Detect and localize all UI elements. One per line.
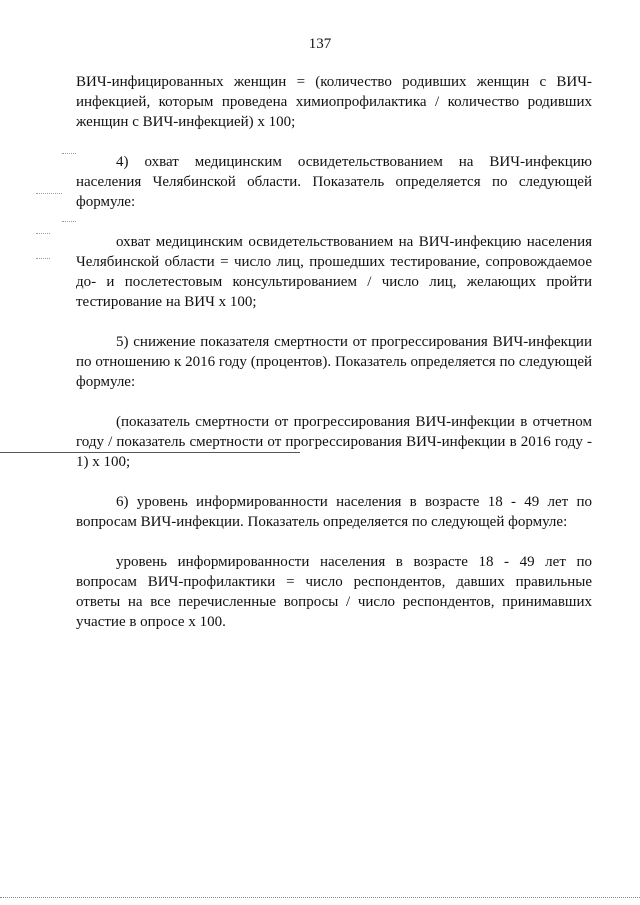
margin-mark <box>36 258 50 260</box>
paragraph-item-5: 5) снижение показателя смертности от прогрессирования ВИЧ-инфекции по отношению к 2016 году (процентов). Показатель определяется по следующей формуле: <box>76 334 592 390</box>
paragraph-item-6: 6) уровень информированности населения в возрасте 18 - 49 лет по вопросам ВИЧ-инфекции. Показатель определяется по следующей формуле: <box>76 494 592 530</box>
paragraph-item-4: 4) охват медицинским освидетельствованием на ВИЧ-инфекцию населения Челябинской области. Показатель определяется по следующей формуле: <box>76 154 592 210</box>
bottom-scan-edge <box>0 897 640 899</box>
margin-mark <box>36 193 62 195</box>
paragraph-formula-5: (показатель смертности от прогрессирования ВИЧ-инфекции в отчетном году / показатель смертности от прогрессирования ВИЧ-инфекции в 2016 году - 1) х 100; <box>76 414 592 470</box>
document-body <box>76 72 592 652</box>
margin-mark <box>62 153 76 155</box>
paragraph-formula-4: охват медицинским освидетельствованием на ВИЧ-инфекцию населения Челябинской области = число лиц, прошедших тестирование, сопровождаемое до- и послетестовым консультированием / число лиц, желающих пройти тестирование на ВИЧ х 100; <box>76 234 592 310</box>
margin-mark <box>36 233 50 235</box>
paragraph-formula-continuation: ВИЧ-инфицированных женщин = (количество родивших женщин с ВИЧ-инфекцией, которым проведена химиопрофилактика / количество родивших женщин с ВИЧ-инфекцией) х 100; <box>76 74 592 130</box>
page-number: 137 <box>308 36 332 52</box>
paragraph-formula-6: уровень информированности населения в возрасте 18 - 49 лет по вопросам ВИЧ-профилактики = число респондентов, давших правильные ответы на все перечисленные вопросы / число респондентов, принимавших участие в опросе х 100. <box>76 554 592 630</box>
margin-mark <box>62 221 76 223</box>
